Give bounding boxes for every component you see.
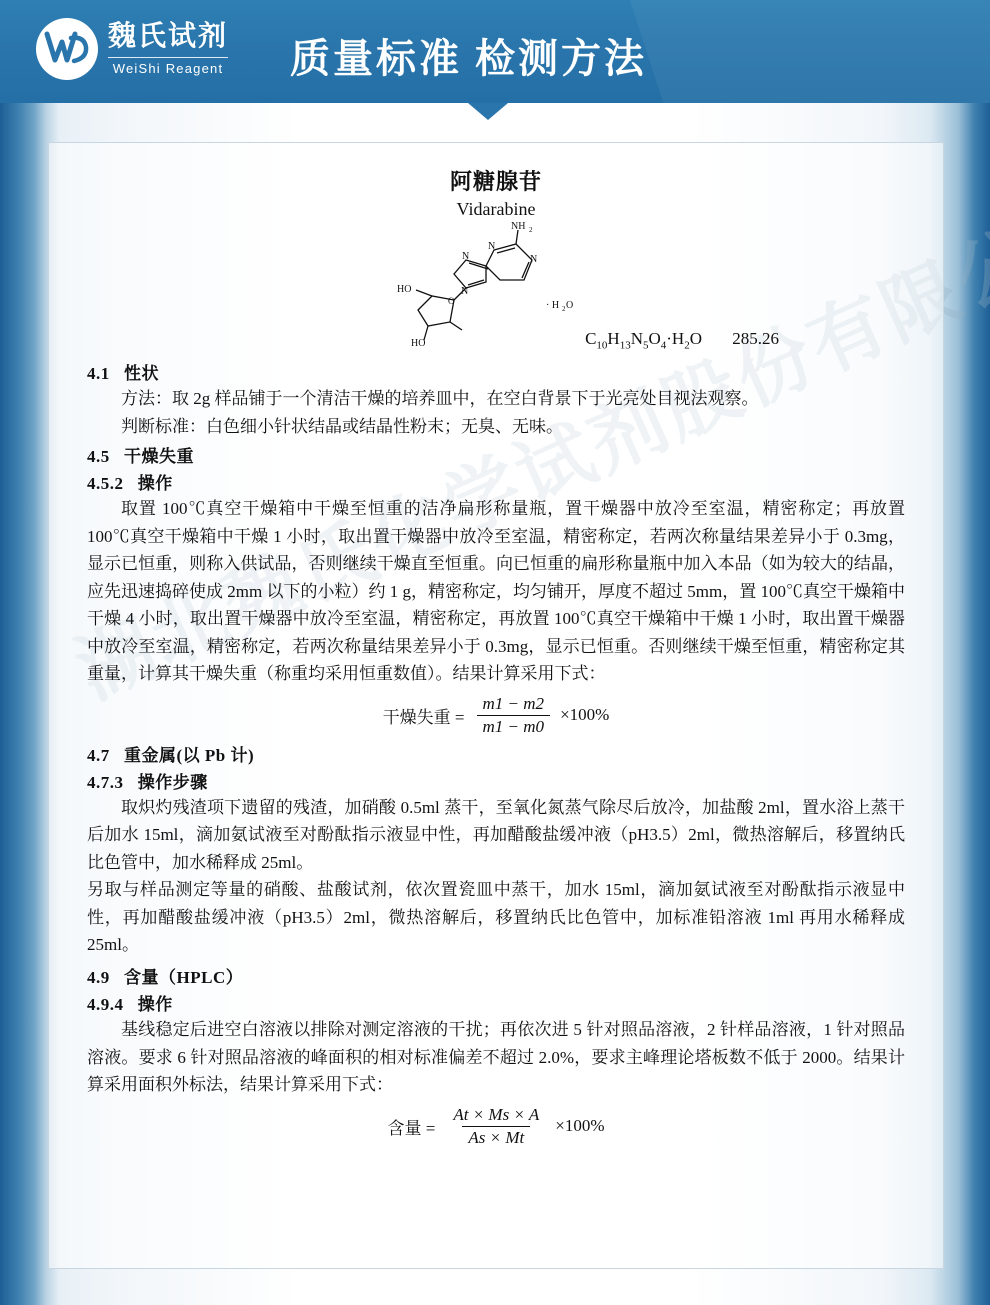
section-number: 4.5 <box>87 447 110 467</box>
section-heading-4-7-3 <box>87 768 905 793</box>
svg-text:N: N <box>530 254 538 265</box>
svg-text:N: N <box>462 251 470 262</box>
molecular-formula: $C_{10}H_{13}N_5O_4\cdot H_2O$ <box>585 328 702 351</box>
section-title: 含量（HPLC） <box>124 967 244 987</box>
section-title: 重金属(以 Pb 计) <box>124 745 255 765</box>
subsection-title: 操作 <box>137 994 173 1014</box>
svg-text:N: N <box>461 286 469 297</box>
svg-text:NH: NH <box>511 222 526 232</box>
subsection-number: 4.7.3 <box>87 772 124 792</box>
compound-name-cn: 阿糖腺苷 <box>449 169 542 194</box>
equation-label: 含量 = <box>387 1118 436 1138</box>
page-title: 质量标准 检测方法 <box>290 36 647 81</box>
svg-text:2: 2 <box>562 305 566 313</box>
document-sheet <box>48 142 944 1269</box>
equation-tail: ×100% <box>555 1116 605 1136</box>
equation-tail: ×100% <box>560 705 610 725</box>
section-heading-4-9-4 <box>87 990 905 1015</box>
svg-text:N: N <box>488 241 496 252</box>
svg-text:HO: HO <box>411 338 426 349</box>
section-heading-4-9 <box>87 963 905 988</box>
section-heading-4-1 <box>87 359 905 384</box>
section-title: 干燥失重 <box>124 447 194 467</box>
subsection-number: 4.9.4 <box>87 994 124 1014</box>
svg-text:O: O <box>566 300 574 311</box>
section-heading-4-5 <box>87 442 905 467</box>
structure-row <box>87 222 905 357</box>
equation-numerator: m1 − m2 <box>482 693 545 713</box>
section-4-9-4-body: 基线稳定后进空白溶液以排除对测定溶液的干扰；再依次进 5 针对照品溶液，2 针样品溶液，1 针对照品溶液。要求 6 针对照品溶液的峰面积的相对标准偏差不超过 2.0%，要求主峰理论塔板数不低于 2000。结果计算采用面积外标法，结果计算采用下式： <box>87 1019 905 1095</box>
page-header <box>0 0 990 103</box>
molecular-weight: 285.26 <box>732 328 779 348</box>
svg-text:HO: HO <box>397 284 412 295</box>
section-4-1-criteria: 判断标准：白色细小针状结晶或结晶性粉末；无臭、无味。 <box>121 416 563 436</box>
section-4-7-3-body-2: 另取与样品测定等量的硝酸、盐酸试剂，依次置瓷皿中蒸干，加水 15ml，滴加氨试液至对酚酞指示液显中性，再加醋酸盐缓冲液（pH3.5）2ml，微热溶解后，移置纳氏比色管中，加标准铅溶液 1ml 再用水稀释成 25ml。 <box>87 880 905 955</box>
w-letter-logo-icon <box>36 18 98 80</box>
svg-text:O: O <box>448 296 455 306</box>
section-number: 4.1 <box>87 364 110 383</box>
equation-denominator: As × Mt <box>462 1126 530 1148</box>
svg-text:2: 2 <box>529 226 533 234</box>
equation-label: 干燥失重 = <box>382 707 465 727</box>
section-number: 4.9 <box>87 967 110 987</box>
subsection-number: 4.5.2 <box>87 474 124 494</box>
section-4-1-method: 方法：取 2g 样品铺于一个清洁干燥的培养皿中，在空白背景下于光亮处目视法观察。 <box>121 389 759 408</box>
compound-name-en: Vidarabine <box>456 199 536 219</box>
section-heading-4-5-2 <box>87 469 905 494</box>
equation-loss-on-drying <box>87 694 905 737</box>
brand-logo <box>36 18 228 80</box>
section-heading-4-7 <box>87 741 905 766</box>
subsection-title: 操作 <box>137 474 173 494</box>
equation-assay <box>87 1105 905 1148</box>
svg-text:· H: · H <box>546 300 560 311</box>
equation-numerator: At × Ms × A <box>453 1104 540 1124</box>
subsection-title: 操作步骤 <box>137 772 208 792</box>
section-title: 性状 <box>124 364 159 383</box>
brand-name-cn: 魏氏试剂 <box>108 21 229 52</box>
section-4-5-2-body: 取置 100℃真空干燥箱中干燥至恒重的洁净扁形称量瓶，置干燥器中放冷至室温，精密称定；再放置 100℃真空干燥箱中干燥 1 小时，取出置干燥器中放冷至室温，精密称定，若两次称量结果差异小于 0.3mg，显示已恒重，则称入供试品，否则继续干燥直至恒重。向已恒重的扁形称量瓶中加入本品（如为较大的结晶，应先迅速捣碎使成 2mm 以下的小粒）约 1 g，精密称定，均匀铺开，厚度不超过 5mm，置 100℃真空干燥箱中干燥 4 小时，取出置干燥器中放冷至室温，精密称定，再放置 100℃真空干燥箱中干燥 1 小时，取出置干燥器中放冷至室温，精密称定，若两次称量结果差异小于 0.3mg，显示已恒重。否则继续干燥至恒重，精密称定其重量，计算其干燥失重（称重均采用恒重数值）。结果计算采用下式： <box>87 499 905 684</box>
equation-denominator: m1 − m0 <box>477 715 551 737</box>
header-notch-icon <box>468 103 508 120</box>
molecular-formula-line <box>585 329 779 351</box>
brand-name-en: WeiShi Reagent <box>108 57 228 75</box>
section-4-7-3-body-1: 取炽灼残渣项下遗留的残渣，加硝酸 0.5ml 蒸干，至氧化氮蒸气除尽后放冷，加盐酸 2ml，置水浴上蒸干后加水 15ml，滴加氨试液至对酚酞指示液显中性，再加醋酸盐缓冲液（pH3.5）2ml，微热溶解后，移置纳氏比色管中，加水稀释成 25ml。 <box>87 797 906 872</box>
section-number: 4.7 <box>87 745 110 765</box>
